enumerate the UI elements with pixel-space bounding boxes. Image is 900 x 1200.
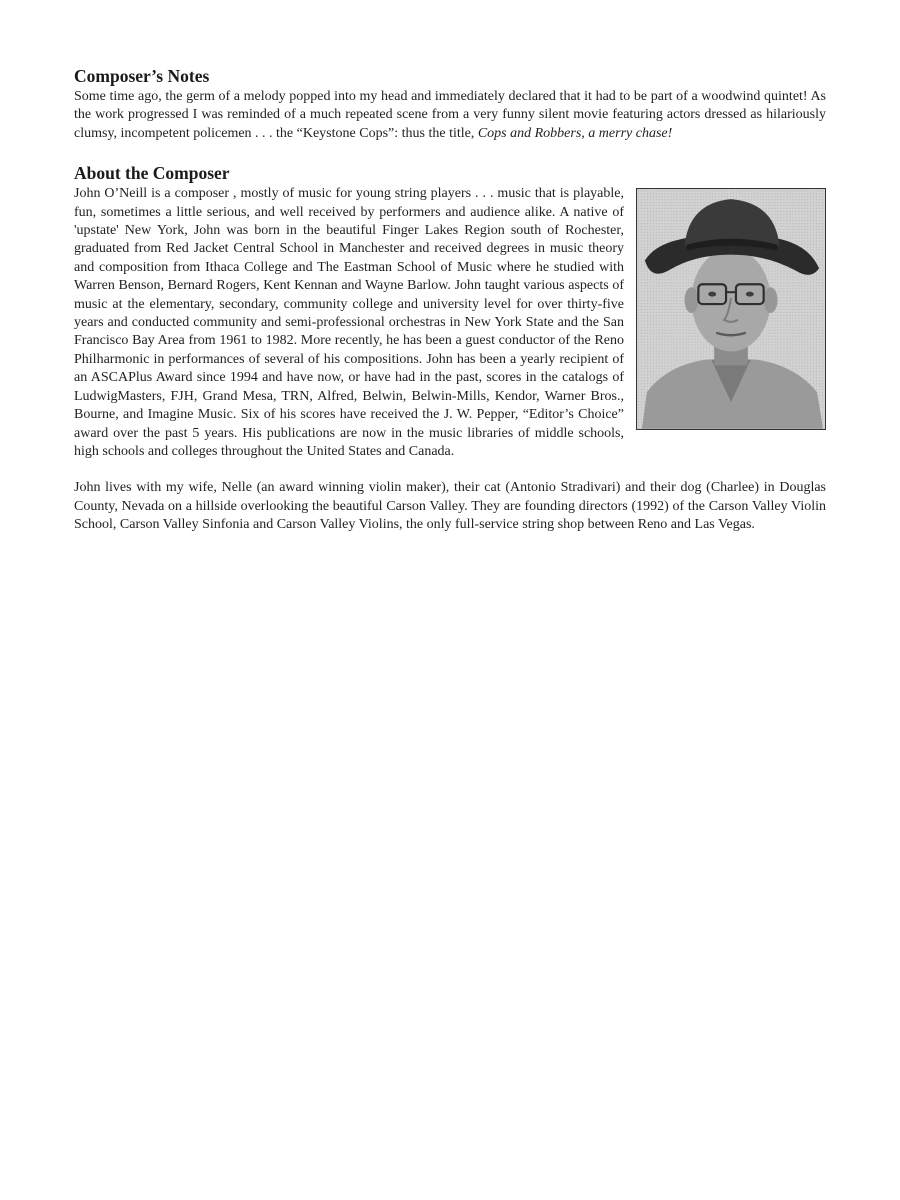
composers-notes-text: Some time ago, the germ of a melody popped into my head and immediately declared that it had to be part of a woodwind quintet! As the work progressed I was reminded of a much repeated scene from a very funny silent movie featuring actors dressed as hilariously clumsy, incompetent policemen . . . the “Keystone Cops”: thus the title, bbox=[74, 89, 826, 141]
paragraph-spacer bbox=[74, 461, 826, 479]
composers-notes-section bbox=[74, 66, 826, 143]
composer-photo bbox=[636, 188, 826, 430]
about-composer-section bbox=[74, 163, 826, 534]
about-paragraph-1: John O’Neill is a composer , mostly of music for young string players . . . music that is playable, fun, sometimes a little serious, and well received by performers and audience alike. A native of 'upstate' New York, John was born in the beautiful Finger Lakes Region south of Rochester, graduated from Red Jacket Central School in Manchester and received degrees in music theory and composition from Ithaca College and The Eastman School of Music where he studied with Warren Benson, Bernard Rogers, Kent Kennan and Wayne Barlow. John taught various aspects of music at the elementary, secondary, community college and university level for over thirty-five years and conducted community and semi-professional orchestras in New York State and the San Francisco Bay Area from 1961 to 1982. More recently, he has been a guest conductor of the Reno Philharmonic in performances of several of his compositions. John has been a yearly recipient of an ASCAPlus Award since 1994 and have now, or have had in the past, scores in the catalogs of LudwigMasters, FJH, Grand Mesa, TRN, Alfred, Belwin, Belwin-Mills, Kendor, Warner Bros., Bourne, and Imagine Music. Six of his scores have received the J. W. Pepper, “Editor’s Choice” award over the past 5 years. His publications are now in the music libraries of middle schools, high schools and colleges throughout the United States and Canada. bbox=[74, 186, 624, 459]
composers-notes-body bbox=[74, 88, 826, 143]
composer-portrait-image bbox=[637, 189, 825, 429]
document-page bbox=[74, 66, 826, 535]
piece-title: Cops and Robbers, a merry chase! bbox=[477, 125, 673, 141]
about-paragraph-2: John lives with my wife, Nelle (an award winning violin maker), their cat (Antonio Stradivari) and their dog (Charlee) in Douglas County, Nevada on a hillside overlooking the beautiful Carson Valley. They are founding directors (1992) of the Carson Valley Violin School, Carson Valley Sinfonia and Carson Valley Violins, the only full-service string shop between Reno and Las Vegas. bbox=[74, 480, 826, 533]
composers-notes-heading: Composer’s Notes bbox=[74, 66, 210, 86]
about-composer-heading: About the Composer bbox=[74, 163, 230, 184]
